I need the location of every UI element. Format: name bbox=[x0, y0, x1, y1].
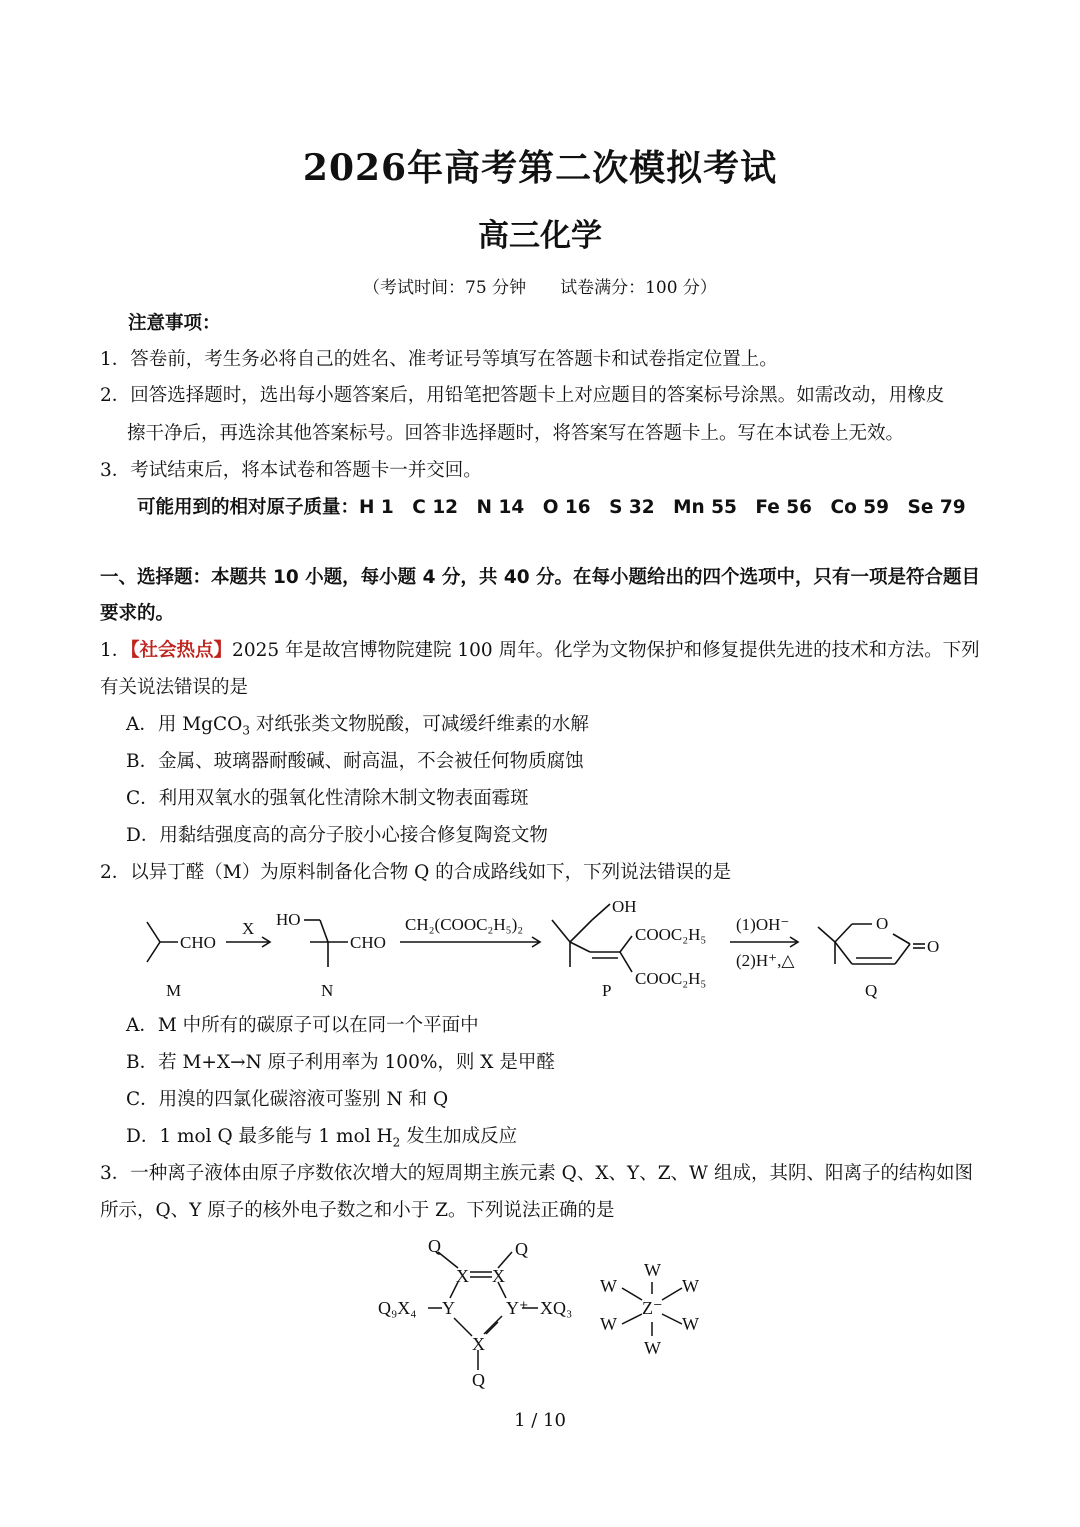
svg-text:COOC₂H₅: COOC₂H₅ bbox=[635, 969, 707, 988]
svg-text:Q: Q bbox=[515, 1239, 528, 1259]
q1-stem-line1 bbox=[100, 639, 980, 663]
q1-option-a: A．用 MgCO$_3$ 对纸张类文物脱酸，可减缓纤维素的水解 bbox=[126, 714, 589, 738]
q2-option-c: C．用溴的四氯化碳溶液可鉴别 N 和 Q bbox=[126, 1089, 449, 1110]
q3-ionic-liquid-structure bbox=[370, 1230, 710, 1390]
svg-text:CH₂(COOC₂H₅)₂: CH₂(COOC₂H₅)₂ bbox=[405, 915, 524, 934]
svg-text:HO: HO bbox=[276, 910, 301, 929]
q2-synthesis-scheme bbox=[130, 892, 950, 1012]
svg-text:OH: OH bbox=[612, 897, 637, 916]
q1-hot-tag: 【社会热点】 bbox=[130, 640, 233, 661]
q1-stem-text: 2025 年是故宫博物院建院 100 周年。化学为文物保护和修复提供先进的技术和方法。下列 bbox=[232, 640, 980, 661]
svg-text:O: O bbox=[876, 914, 889, 933]
q1-option-b: B．金属、玻璃器耐酸碱、耐高温，不会被任何物质腐蚀 bbox=[126, 751, 584, 772]
page-number: 1 / 10 bbox=[514, 1410, 566, 1431]
svg-text:X: X bbox=[242, 919, 255, 938]
exam-subtitle: 高三化学 bbox=[478, 218, 602, 254]
svg-text:W: W bbox=[644, 1338, 661, 1358]
q2-stem: 2．以异丁醛（M）为原料制备化合物 Q 的合成路线如下，下列说法错误的是 bbox=[100, 862, 732, 883]
svg-text:W: W bbox=[682, 1314, 699, 1334]
svg-text:W: W bbox=[600, 1276, 617, 1296]
q1-option-c: C．利用双氧水的强氧化性清除木制文物表面霉斑 bbox=[126, 788, 529, 809]
notice-item-3: 3．考试结束后，将本试卷和答题卡一并交回。 bbox=[100, 460, 482, 481]
q2-option-d: D．1 mol Q 最多能与 1 mol $H_2$ 发生加成反应 bbox=[126, 1126, 518, 1150]
svg-text:W: W bbox=[600, 1314, 617, 1334]
notice-heading: 注意事项： bbox=[128, 313, 221, 334]
q3-stem-line2: 所示，Q、Y 原子的核外电子数之和小于 Z。下列说法正确的是 bbox=[100, 1200, 615, 1221]
section-heading-line2: 要求的。 bbox=[100, 603, 175, 624]
atomic-mass-line: 可能用到的相对原子质量：H 1 C 12 N 14 O 16 S 32 Mn 55 Fe 56 Co 59 Se 79 bbox=[137, 497, 966, 518]
svg-text:Q: Q bbox=[472, 1370, 485, 1390]
svg-text:X: X bbox=[492, 1266, 505, 1286]
svg-text:Y: Y bbox=[442, 1298, 455, 1318]
svg-text:Z⁻: Z⁻ bbox=[642, 1298, 663, 1318]
svg-text:Q: Q bbox=[865, 981, 878, 1000]
section-heading-line1: 一、选择题：本题共 10 小题，每小题 4 分，共 40 分。在每小题给出的四个选项中，只有一项是符合题目 bbox=[100, 567, 981, 588]
svg-text:Q: Q bbox=[428, 1236, 441, 1256]
q2-option-b: B．若 M+X→N 原子利用率为 100%，则 X 是甲醛 bbox=[126, 1052, 555, 1073]
svg-text:(2)H⁺,△: (2)H⁺,△ bbox=[736, 951, 795, 970]
svg-text:Q₉X₄: Q₉X₄ bbox=[378, 1298, 417, 1318]
svg-text:X: X bbox=[472, 1334, 485, 1354]
svg-text:COOC₂H₅: COOC₂H₅ bbox=[635, 925, 707, 944]
notice-item-2-line1: 2．回答选择题时，选出每小题答案后，用铅笔把答题卡上对应题目的答案标号涂黑。如需改动，用橡皮 bbox=[100, 385, 945, 406]
q2-option-a: A．M 中所有的碳原子可以在同一个平面中 bbox=[126, 1015, 479, 1036]
q3-stem-line1: 3．一种离子液体由原子序数依次增大的短周期主族元素 Q、X、Y、Z、W 组成，其阴、阳离子的结构如图 bbox=[100, 1163, 973, 1184]
notice-item-2-line2: 擦干净后，再选涂其他答案标号。回答非选择题时，将答案写在答题卡上。写在本试卷上无效。 bbox=[127, 423, 905, 444]
q1-number: 1． bbox=[100, 640, 131, 661]
svg-text:Y⁺: Y⁺ bbox=[506, 1298, 529, 1318]
exam-title: 2026年高考第二次模拟考试 bbox=[302, 147, 778, 189]
svg-text:M: M bbox=[166, 981, 182, 1000]
notice-item-1: 1．答卷前，考生务必将自己的姓名、准考证号等填写在答题卡和试卷指定位置上。 bbox=[100, 349, 778, 370]
svg-text:CHO: CHO bbox=[350, 933, 386, 952]
svg-text:X: X bbox=[456, 1266, 469, 1286]
exam-time-info: （考试时间：75 分钟 试卷满分：100 分） bbox=[363, 278, 717, 298]
svg-text:W: W bbox=[644, 1260, 661, 1280]
q1-option-d: D．用黏结强度高的高分子胶小心接合修复陶瓷文物 bbox=[126, 825, 548, 846]
svg-text:O: O bbox=[927, 937, 940, 956]
svg-text:(1)OH⁻: (1)OH⁻ bbox=[736, 915, 790, 934]
svg-text:XQ₃: XQ₃ bbox=[540, 1298, 573, 1318]
svg-text:N: N bbox=[321, 981, 334, 1000]
svg-text:W: W bbox=[682, 1276, 699, 1296]
svg-text:CHO: CHO bbox=[180, 933, 216, 952]
q1-stem-line2: 有关说法错误的是 bbox=[100, 677, 249, 698]
svg-text:P: P bbox=[602, 981, 612, 1000]
